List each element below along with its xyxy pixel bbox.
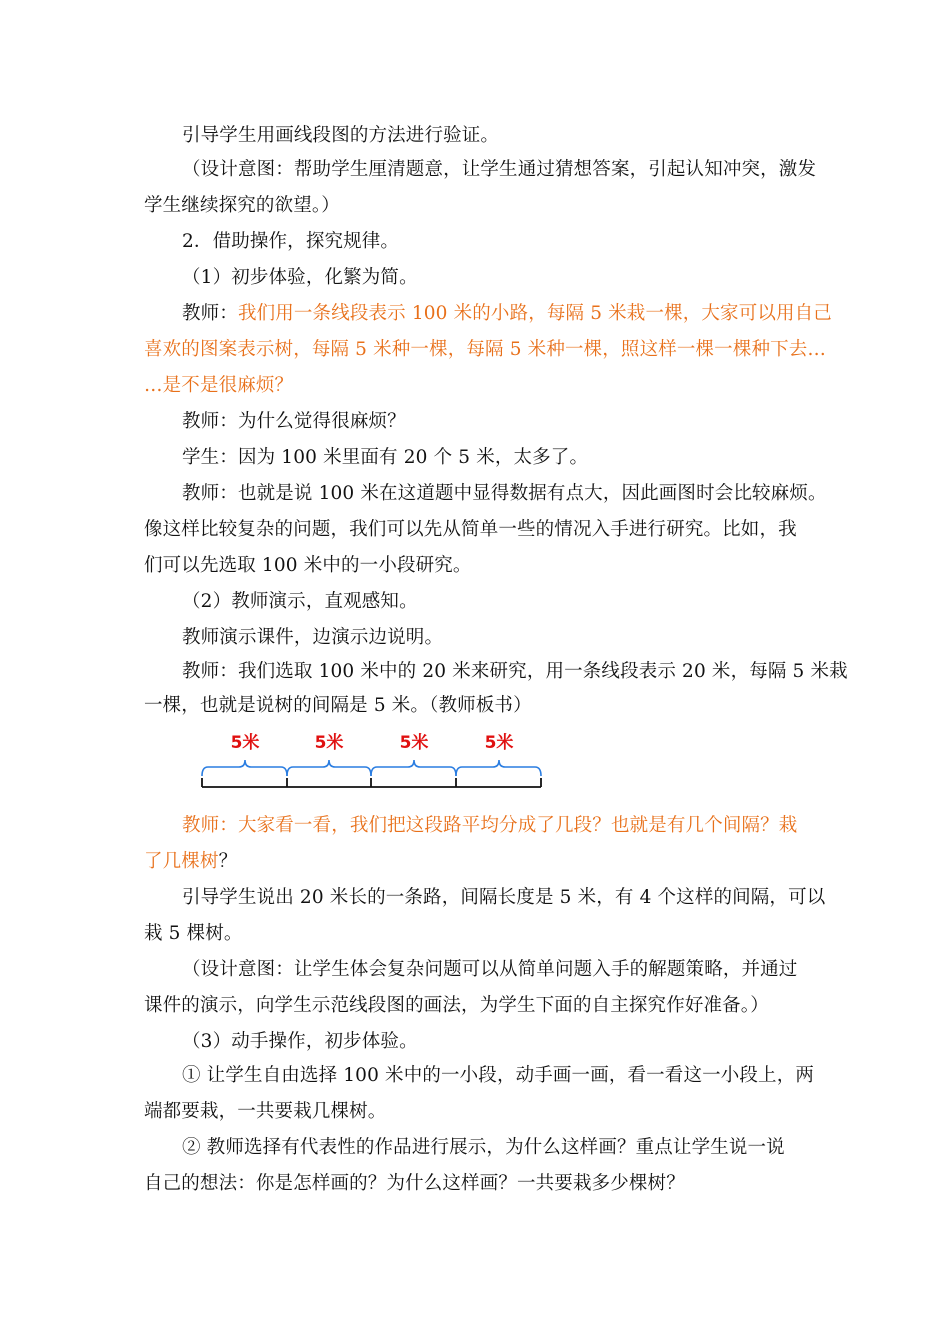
segment-diagram <box>196 726 548 796</box>
segment-brace <box>371 760 456 776</box>
segment-label: 5米 <box>314 733 344 753</box>
paragraph-line: 教师：大家看一看，我们把这段路平均分成了几段？也就是有几个间隔？栽 <box>182 815 798 836</box>
paragraph-line: 喜欢的图案表示树，每隔 5 米种一棵，每隔 5 米种一棵，照这样一棵一棵种下去… <box>144 339 827 360</box>
subsection-heading: （2）教师演示，直观感知。 <box>182 591 418 612</box>
paragraph-line: 学生继续探究的欲望。） <box>144 195 340 216</box>
paragraph-line: 自己的想法：你是怎样画的？为什么这样画？一共要栽多少棵树？ <box>144 1173 685 1194</box>
paragraph-line: 教师：也就是说 100 米在这道题中显得数据有点大，因此画图时会比较麻烦。 <box>182 483 827 504</box>
segment-brace <box>202 760 287 776</box>
segment-label: 5米 <box>399 733 429 753</box>
paragraph-line: ② 教师选择有代表性的作品进行展示，为什么这样画？重点让学生说一说 <box>182 1137 785 1158</box>
paragraph-line: 端都要栽，一共要栽几棵树。 <box>144 1101 387 1122</box>
segment-diagram-svg <box>196 726 548 796</box>
segment-brace <box>287 760 371 776</box>
section-heading: 2．借助操作，探究规律。 <box>182 231 400 252</box>
paragraph-line: 引导学生用画线段图的方法进行验证。 <box>182 125 500 146</box>
paragraph-line: 像这样比较复杂的问题，我们可以先从简单一些的情况入手进行研究。比如，我 <box>144 519 797 540</box>
paragraph-line: （设计意图：让学生体会复杂问题可以从简单问题入手的解题策略，并通过 <box>182 959 798 980</box>
subsection-heading: （3）动手操作，初步体验。 <box>182 1031 418 1052</box>
paragraph-line: 学生：因为 100 米里面有 20 个 5 米，太多了。 <box>182 447 589 468</box>
baseline-group <box>202 778 541 787</box>
paragraph-line: 教师演示课件，边演示边说明。 <box>182 627 444 648</box>
paragraph-line: 栽 5 棵树。 <box>144 923 243 944</box>
paragraph-line: （设计意图：帮助学生厘清题意，让学生通过猜想答案，引起认知冲突，激发 <box>182 159 817 180</box>
paragraph-line: 教师：我们选取 100 米中的 20 米来研究，用一条线段表示 20 米，每隔 5 米栽 <box>182 661 848 682</box>
paragraph-line: 课件的演示，向学生示范线段图的画法，为学生下面的自主探究作好准备。） <box>144 995 769 1016</box>
paragraph-line: 们可以先选取 100 米中的一小段研究。 <box>144 555 472 576</box>
segment-brace <box>456 760 541 776</box>
subsection-heading: （1）初步体验，化繁为简。 <box>182 267 418 288</box>
paragraph-line: 教师：为什么觉得很麻烦？ <box>182 411 406 432</box>
paragraph-line: 教师：我们用一条线段表示 100 米的小路，每隔 5 米栽一棵，大家可以用自己 <box>182 303 832 324</box>
segment-label: 5米 <box>230 733 260 753</box>
paragraph-line: ① 让学生自由选择 100 米中的一小段，动手画一画，看一看这一小段上，两 <box>182 1065 815 1086</box>
paragraph-line: 一棵，也就是说树的间隔是 5 米。（教师板书） <box>144 695 532 716</box>
paragraph-line: 了几棵树？ <box>144 851 238 872</box>
segment-label: 5米 <box>484 733 514 753</box>
paragraph-line: …是不是很麻烦？ <box>144 375 294 396</box>
paragraph-line: 引导学生说出 20 米长的一条路，间隔长度是 5 米，有 4 个这样的间隔，可以 <box>182 887 826 908</box>
brace-group <box>202 760 541 776</box>
